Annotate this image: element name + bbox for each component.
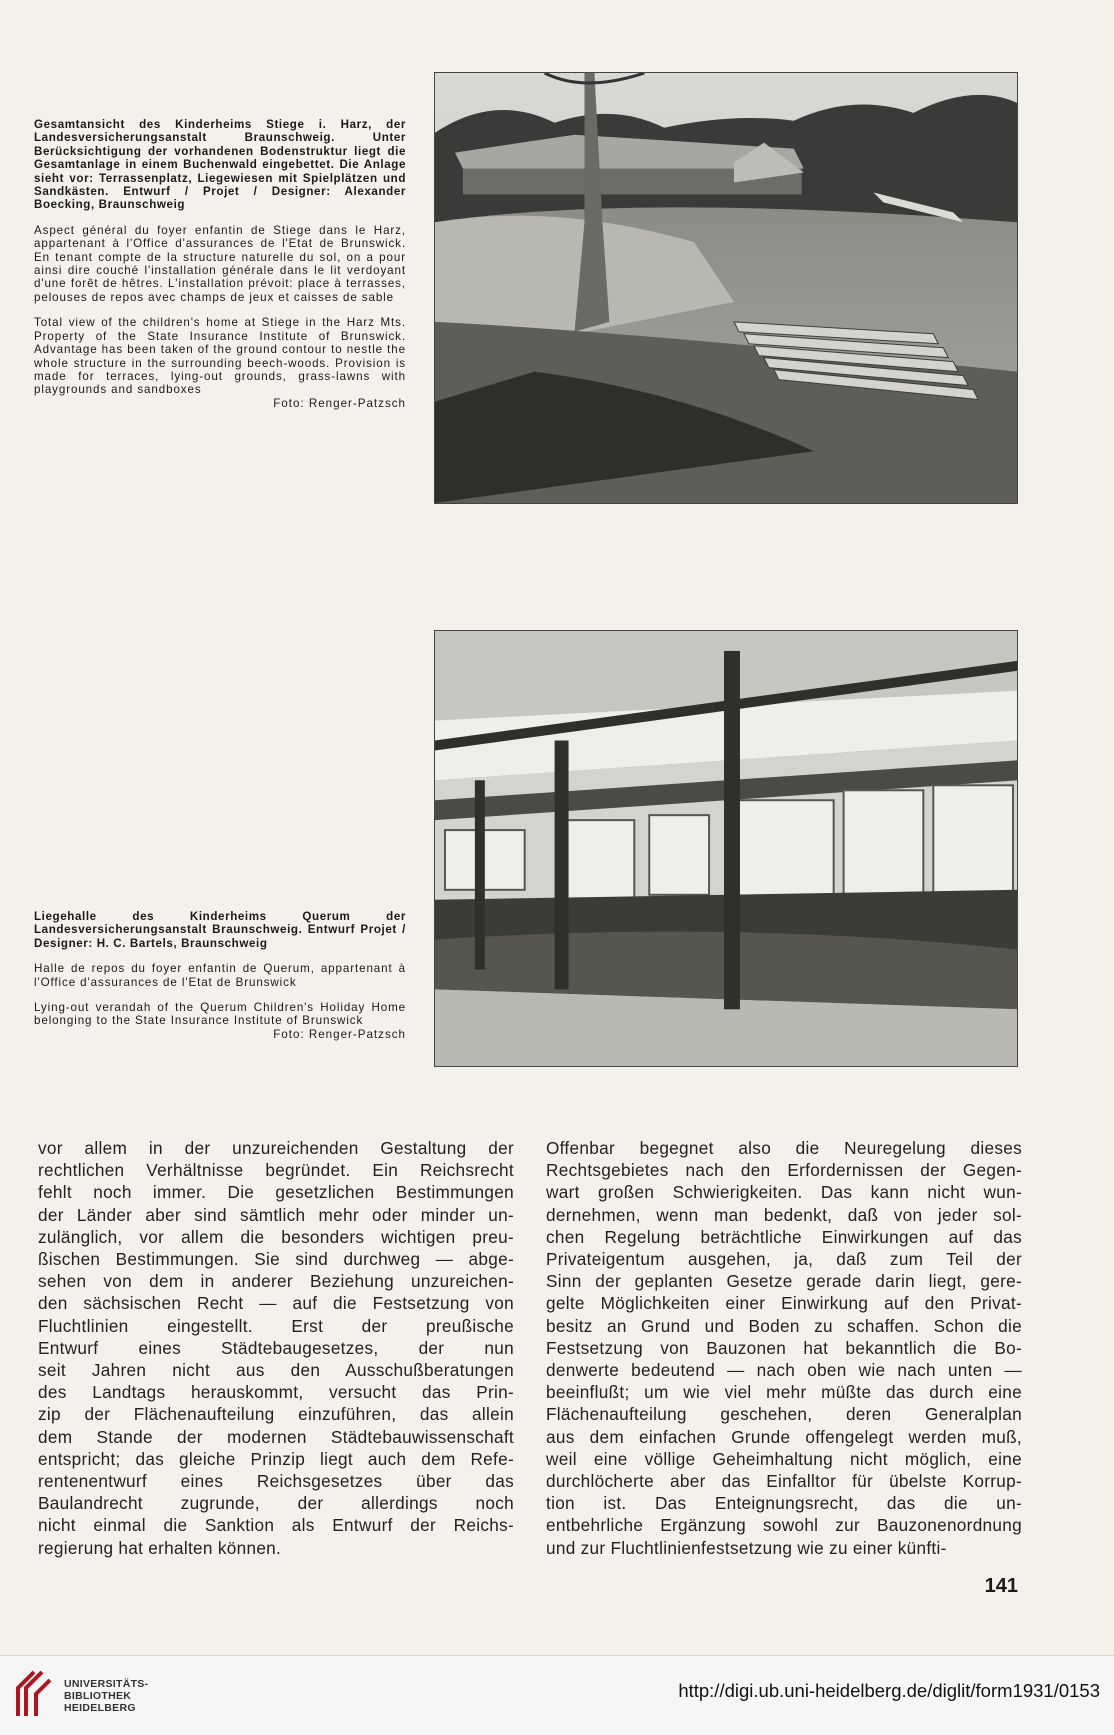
- text-line: weil eine völlige Geheimhaltung nicht möglich, eine: [546, 1448, 1022, 1469]
- photo-lying-out-verandah-querum: [434, 630, 1018, 1067]
- photo-children-home-stiege: [434, 72, 1018, 504]
- text-line: rentenentwurf eines Reichsgesetzes über das: [38, 1471, 514, 1492]
- text-line: Festsetzung von Bauzonen hat bekanntlich die Bo-: [546, 1337, 1022, 1358]
- text-line: dernehmen, wenn man bedenkt, daß von jeder sol-: [546, 1204, 1022, 1225]
- text-line: sehen von dem in anderer Beziehung unzureichen-: [38, 1271, 514, 1292]
- text-line: nicht einmal die Sanktion als Entwurf der Reichs-: [38, 1515, 514, 1536]
- caption1-french: Aspect général du foyer enfantin de Stiege dans le Harz, appartenant à l'Office d'assurances de l'Etat de Brunswick. En tenant compte de la structure naturelle du sol, on a pour ainsi dire couché l'installation générale dans le lit verdoyant d'une forêt de hêtres. L'installation prévoit: place à terrasses, pelouses de repos avec champs de jeux et caisses de sable: [34, 223, 406, 304]
- text-line: tion ist. Das Enteignungsrecht, das die un-: [546, 1493, 1022, 1514]
- text-line: des Landtags herauskommt, versucht das Prin-: [38, 1382, 514, 1403]
- body-text-right-column: [546, 1137, 1022, 1559]
- caption2-english: Lying-out verandah of the Querum Children's Holiday Home belonging to the State Insurance Institute of Brunswick: [34, 1001, 406, 1028]
- text-line: dem Stande der modernen Städtebauwissenschaft: [38, 1426, 514, 1447]
- text-line: seit Jahren nicht aus den Ausschußberatungen: [38, 1360, 514, 1381]
- text-line: den sächsischen Recht — auf die Festsetzung von: [38, 1293, 514, 1314]
- text-line: Sinn der geplanten Gesetze gerade darin liegt, gere-: [546, 1271, 1022, 1292]
- text-line: wart großen Schwierigkeiten. Das kann nicht wun-: [546, 1182, 1022, 1203]
- text-line: vor allem in der unzureichenden Gestaltung der: [38, 1138, 514, 1158]
- caption-lying-out-verandah: [34, 910, 406, 1041]
- body-text-left-column: [38, 1137, 514, 1559]
- text-line: Entwurf eines Städtebaugesetzes, der nun: [38, 1337, 514, 1358]
- library-name: UNIVERSITÄTS- BIBLIOTHEK HEIDELBERG: [64, 1678, 149, 1714]
- text-line: Fluchtlinien eingestellt. Erst der preußische: [38, 1315, 514, 1336]
- text-line: beeinflußt; um wie viel mehr müßte das durch eine: [546, 1382, 1022, 1403]
- caption2-photo-credit: Foto: Renger-Patzsch: [273, 1027, 406, 1041]
- text-line: Baulandrecht zugrunde, der allerdings noch: [38, 1493, 514, 1514]
- text-line: besitz an Grund und Boden zu schaffen. Schon die: [546, 1315, 1022, 1336]
- text-line: durchlöcherte aber das Einfalltor für übelste Korrup-: [546, 1471, 1022, 1492]
- text-line: aus dem einfachen Grunde offengelegt werden muß,: [546, 1426, 1022, 1447]
- text-line: ßischen Bestimmungen. Sie sind durchweg — abge-: [38, 1249, 514, 1270]
- text-line: gelte Möglichkeiten einer Einwirkung auf den Privat-: [546, 1293, 1022, 1314]
- text-line: und zur Fluchtlinienfestsetzung wie zu einer künfti-: [546, 1537, 947, 1558]
- text-line: Rechtsgebietes nach den Erfordernissen der Gegen-: [546, 1160, 1022, 1181]
- text-line: fehlt noch immer. Die gesetzlichen Bestimmungen: [38, 1182, 514, 1203]
- source-url-link[interactable]: http://digi.ub.uni-heidelberg.de/diglit/form1931/0153: [678, 1680, 1100, 1701]
- library-footer: [0, 1655, 1114, 1735]
- text-line: rechtlichen Verhältnisse begründet. Ein Reichsrecht: [38, 1160, 514, 1181]
- text-line: Privateigentum ausgehen, ja, daß zum Teil der: [546, 1249, 1022, 1270]
- text-line: Offenbar begegnet also die Neuregelung dieses: [546, 1138, 1022, 1158]
- text-line: chen Regelung beträchtliche Einwirkungen auf das: [546, 1226, 1022, 1247]
- caption2-german: Liegehalle des Kinderheims Querum der Landesversicherungsanstalt Braunschweig. Entwurf Projet / Designer: H. C. Bartels, Braunschweig: [34, 910, 406, 950]
- library-logo-icon: [10, 1668, 58, 1720]
- caption-children-home-stiege: [34, 118, 406, 410]
- caption1-english: Total view of the children's home at Stiege in the Harz Mts. Property of the State Insurance Institute of Brunswick. Advantage has been taken of the ground contour to nestle the whole structure in the surrounding beech-woods. Provision is made for terraces, lying-out grounds, grass-lawns with playgrounds and sandboxes: [34, 316, 406, 397]
- caption1-german: Gesamtansicht des Kinderheims Stiege i. Harz, der Landesversicherungsanstalt Braunschweig. Unter Berücksichtigung der vorhandenen Bodenstruktur liegt die Gesamtanlage in einem Buchenwald eingebettet. Die Anlage sieht vor: Terrassenplatz, Liegewiesen mit Spielplätzen und Sandkästen. Entwurf / Projet / Designer: Alexander Boecking, Braunschweig: [34, 118, 406, 212]
- caption2-french: Halle de repos du foyer enfantin de Querum, appartenant à l'Office d'assurances de l'Etat de Brunswick: [34, 962, 406, 989]
- text-line: Flächenaufteilung geschehen, deren Generalplan: [546, 1404, 1022, 1425]
- caption1-photo-credit: Foto: Renger-Patzsch: [273, 396, 406, 410]
- text-line: zulänglich, vor allem die besonders wichtigen preu-: [38, 1226, 514, 1247]
- text-line: entbehrliche Ergänzung sowohl zur Bauzonenordnung: [546, 1515, 1022, 1536]
- text-line: entspricht; das gleiche Prinzip liegt auch dem Refe-: [38, 1448, 514, 1469]
- text-line: der Länder aber sind sämtlich mehr oder minder un-: [38, 1204, 514, 1225]
- text-line: regierung hat erhalten können.: [38, 1537, 282, 1558]
- text-line: zip der Flächenaufteilung einzuführen, das allein: [38, 1404, 514, 1425]
- page-number: 141: [984, 1575, 1018, 1597]
- text-line: denwerte bedeutend — nach oben wie nach unten —: [546, 1360, 1022, 1381]
